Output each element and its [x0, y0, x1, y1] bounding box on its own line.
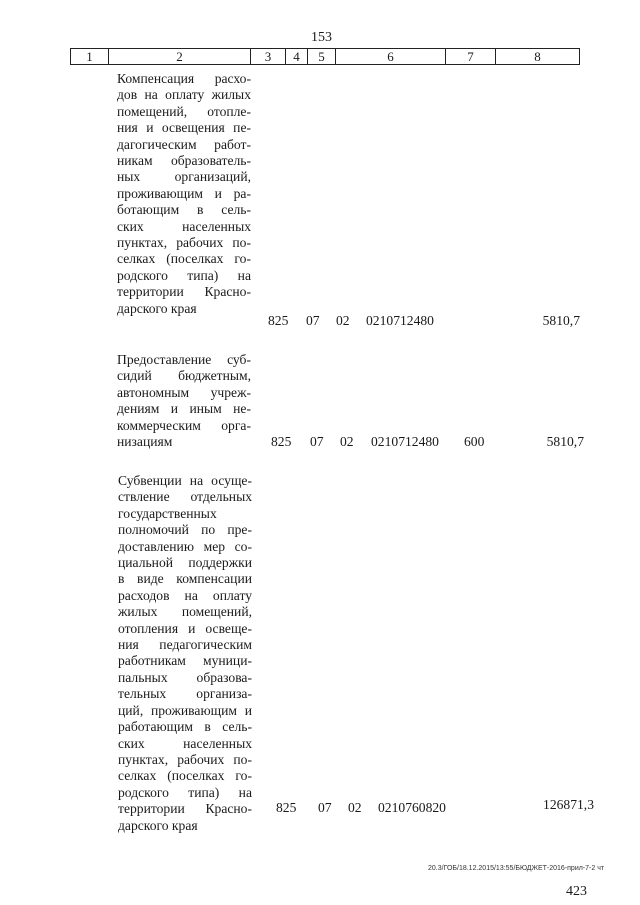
header-col-4: 4 [286, 49, 308, 64]
row-3-ved: 825 [276, 800, 297, 815]
row-3-desc-line: дарского края [118, 817, 198, 833]
row-3-description [118, 473, 252, 834]
row-2-desc-line: автономным учреж- [117, 384, 251, 400]
row-3-csr: 0210760820 [378, 800, 446, 815]
row-1-desc-line: пунктах, рабочих по- [117, 235, 251, 251]
row-3-desc-line: пунктах, рабочих по- [118, 751, 252, 767]
row-1-desc-line: никам образователь- [117, 153, 251, 169]
row-2-desc-line: низациям [117, 434, 173, 450]
row-3-desc-line: ния педагогическим [118, 637, 252, 653]
row-2-desc-line: сидий бюджетным, [117, 368, 251, 384]
row-2-desc-line: Предоставление суб- [117, 352, 251, 367]
table-header [70, 48, 580, 65]
row-1-csr: 0210712480 [366, 313, 434, 328]
row-1-desc-line: дов на оплату жилых [117, 87, 251, 103]
sheet-number: 423 [566, 884, 587, 899]
row-3-amount: 126871,3 [543, 797, 594, 812]
header-col-7: 7 [446, 49, 496, 64]
footer-stamp: 20.3/ГОБ/18.12.2015/13:55/БЮДЖЕТ-2016-прил-7-2 чт [428, 865, 605, 872]
row-3-desc-line: родского типа) на [118, 784, 252, 800]
header-col-2: 2 [109, 49, 251, 64]
row-3-desc-line: Субвенции на осуще- [118, 473, 252, 488]
row-2-pr: 02 [340, 434, 354, 449]
row-3-desc-line: пальных образова- [118, 669, 252, 685]
row-1-desc-line: проживающим и ра- [117, 185, 251, 201]
row-3-desc-line: в виде компенсации [118, 571, 252, 587]
page-number: 153 [311, 30, 332, 45]
row-3-rz: 07 [318, 800, 332, 815]
row-2-desc-line: дениям и иным не- [117, 401, 251, 417]
row-1-desc-line: ботающим в сель- [117, 202, 251, 218]
row-1-desc-line: ния и освещения пе- [117, 120, 251, 136]
row-1-ved: 825 [268, 313, 289, 328]
row-3-desc-line: циальной поддержки [118, 555, 252, 571]
row-3-desc-line: работникам муници- [118, 653, 252, 669]
row-3-desc-line: территории Красно- [118, 801, 252, 817]
row-1-desc-line: селках (поселках го- [117, 251, 251, 267]
row-3-desc-line: доставлению мер со- [118, 538, 252, 554]
row-1-amount: 5810,7 [542, 313, 580, 328]
row-2-csr: 0210712480 [371, 434, 439, 449]
header-col-8: 8 [534, 49, 541, 64]
row-1-pr: 02 [336, 313, 350, 328]
header-col-6: 6 [336, 49, 446, 64]
row-2-rz: 07 [310, 434, 324, 449]
row-3-desc-line: отопления и освеще- [118, 620, 252, 636]
header-col-5: 5 [308, 49, 336, 64]
row-3-desc-line: государственных [118, 505, 217, 521]
row-3-desc-line: полномочий по пре- [118, 522, 252, 538]
row-2-description [117, 352, 251, 450]
row-3-desc-line: тельных организа- [118, 686, 252, 702]
row-1-desc-line: территории Красно- [117, 284, 251, 300]
row-1-desc-line: ных организаций, [117, 169, 251, 185]
row-1-rz: 07 [306, 313, 320, 328]
row-1-desc-line: дагогическим работ- [117, 136, 251, 152]
header-col-3: 3 [251, 49, 286, 64]
row-3-desc-line: селках (поселках го- [118, 768, 252, 784]
row-3-desc-line: расходов на оплату [118, 587, 252, 603]
row-2-amount: 5810,7 [546, 434, 584, 449]
row-1-desc-line: Компенсация расхо- [117, 71, 251, 86]
row-3-desc-line: ствление отдельных [118, 489, 252, 505]
row-1-desc-line: дарского края [117, 300, 197, 316]
row-3-pr: 02 [348, 800, 362, 815]
row-2-ved: 825 [271, 434, 292, 449]
row-3-desc-line: работающим в сель- [118, 719, 252, 735]
row-3-desc-line: ций, проживающим и [118, 702, 252, 718]
row-1-desc-line: родского типа) на [117, 267, 251, 283]
row-1-desc-line: помещений, отопле- [117, 103, 251, 119]
row-2-vr: 600 [464, 434, 485, 449]
row-1-desc-line: ских населенных [117, 218, 251, 234]
row-1-description [117, 71, 251, 317]
header-col-1: 1 [71, 49, 109, 64]
row-2-desc-line: коммерческим орга- [117, 417, 251, 433]
row-3-desc-line: ских населенных [118, 735, 252, 751]
row-3-desc-line: жилых помещений, [118, 604, 252, 620]
